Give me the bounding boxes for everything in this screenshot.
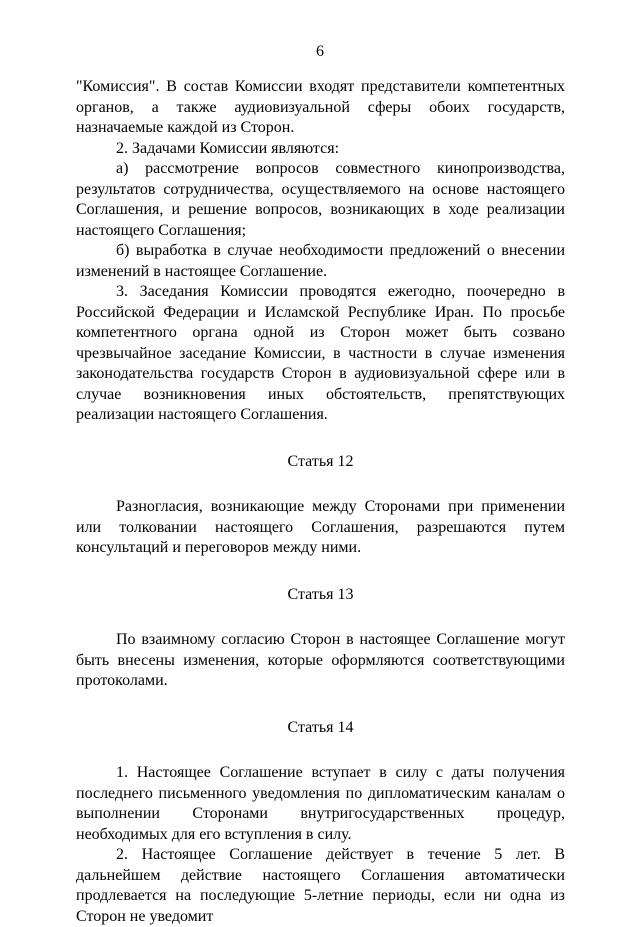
article-14-heading: Статья 14 xyxy=(287,718,354,736)
commission-meetings-paragraph: 3. Заседания Комиссии проводятся ежегодно, поочередно в Российской Федерации и Исламской Республике Иран. По просьбе компетентного органа одной из Сторон может быть созвано чрезвычайное заседание Комиссии, в частности в случае изменения законодательства государств Сторон в аудиовизуальной сфере или в случае возникновения иных обстоятельств, препятствующих реализации настоящего Соглашения. xyxy=(76,283,565,423)
article-14-paragraph-1: 1. Настоящее Соглашение вступает в силу с даты получения последнего письменного уведомления по дипломатическим каналам о выполнении Сторонами внутригосударственных процедур, необходимых для его вступления в силу. xyxy=(76,764,565,843)
document-body xyxy=(76,77,565,927)
commission-task-a: а) рассмотрение вопросов совместного кинопроизводства, результатов сотрудничества, осуществляемого на основе настоящего Соглашения, и решение вопросов, возникающих в ходе реализации настоящего Соглашения; xyxy=(76,160,565,239)
article-13-heading: Статья 13 xyxy=(287,585,354,603)
article-12-heading: Статья 12 xyxy=(287,452,354,470)
commission-task-b: б) выработка в случае необходимости предложений о внесении изменений в настоящее Соглашение. xyxy=(76,242,565,280)
page-number: 6 xyxy=(316,43,324,60)
article-12-text: Разногласия, возникающие между Сторонами при применении или толковании настоящего Соглашения, разрешаются путем консультаций и переговоров между ними. xyxy=(76,498,565,556)
commission-tasks-paragraph: 2. Задачами Комиссии являются: xyxy=(116,139,340,157)
article-14-paragraph-2: 2. Настоящее Соглашение действует в течение 5 лет. В дальнейшем действие настоящего Соглашения автоматически продлевается на последующие 5-летние периоды, если ни одна из Сторон не уведомит xyxy=(76,846,565,925)
commission-composition-paragraph: "Комиссия". В состав Комиссии входят представители компетентных органов, а также аудиовизуальной сферы обоих государств, назначаемые каждой из Сторон. xyxy=(76,78,565,136)
article-13-text: По взаимному согласию Сторон в настоящее Соглашение могут быть внесены изменения, которые оформляются соответствующими протоколами. xyxy=(76,631,565,689)
